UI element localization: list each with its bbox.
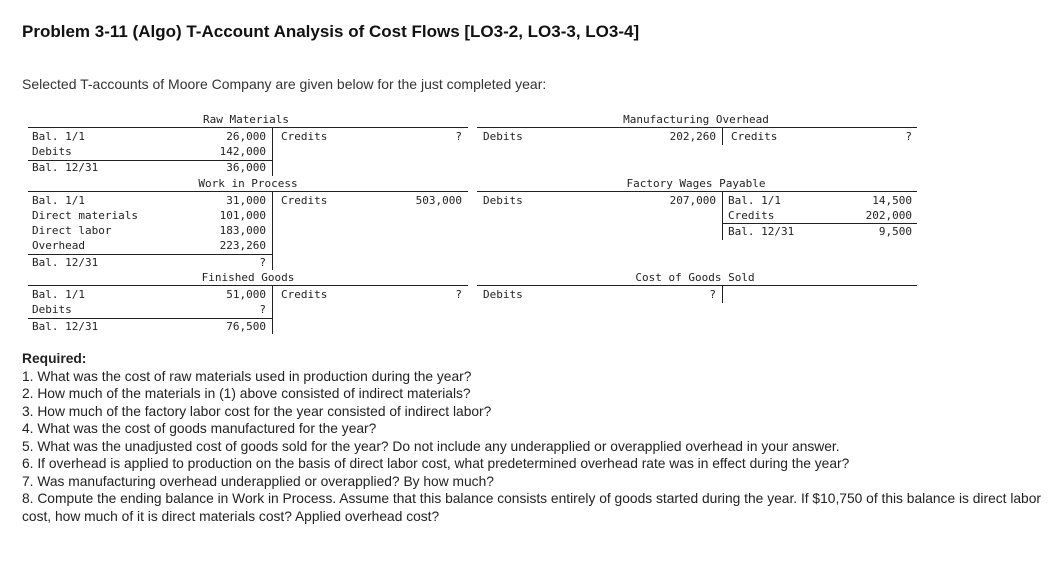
t-account-rule: [28, 127, 468, 128]
required-section: [22, 350, 1042, 525]
t-account-divider: [272, 286, 273, 334]
work-in-process-title: Work in Process: [198, 177, 298, 190]
raw-materials-title: Raw Materials: [202, 113, 290, 126]
t-account-divider: [272, 192, 273, 270]
t-account-rule: [28, 285, 468, 286]
rm-bal-12-31-value: 36,000: [226, 161, 266, 174]
fg-credits-value: ?: [455, 288, 462, 301]
question-2: 2. How much of the materials in (1) above consisted of indirect materials?: [22, 386, 471, 401]
t-account-divider: [722, 128, 723, 145]
cost-of-goods-sold-title: Cost of Goods Sold: [635, 271, 755, 284]
fg-bal-12-31-value: 76,500: [226, 320, 266, 333]
wip-bal-1-1-label: Bal. 1/1: [32, 194, 85, 207]
fwp-bal-12-31-label: Bal. 12/31: [728, 225, 795, 238]
t-account-divider: [722, 192, 723, 240]
rm-credits-value: ?: [455, 130, 462, 143]
wip-overhead-label: Overhead: [32, 239, 85, 252]
fwp-bal-1-1-label: Bal. 1/1: [728, 194, 781, 207]
question-8: 8. Compute the ending balance in Work in Process. Assume that this balance consists entirely of goods started during the year. If $10,750 of this balance is direct labor cost, how much of it is direct materials cost? Applied overhead cost?: [22, 491, 1041, 524]
wip-direct-materials-label: Direct materials: [32, 209, 138, 222]
moh-credits-label: Credits: [731, 130, 778, 143]
fwp-credits-label: Credits: [728, 209, 775, 222]
moh-debits-value: 202,260: [669, 130, 716, 143]
t-account-rule: [722, 223, 917, 224]
moh-debits-label: Debits: [483, 130, 523, 143]
problem-title: Problem 3-11 (Algo) T-Account Analysis of Cost Flows [LO3-2, LO3-3, LO3-4]: [22, 22, 640, 41]
wip-direct-labor-value: 183,000: [219, 224, 266, 237]
t-account-rule: [28, 318, 272, 319]
wip-direct-labor-label: Direct labor: [32, 224, 112, 237]
fwp-debits-label: Debits: [483, 194, 523, 207]
rm-bal-12-31-label: Bal. 12/31: [32, 161, 99, 174]
fg-bal-1-1-label: Bal. 1/1: [32, 288, 85, 301]
required-heading: Required:: [22, 351, 87, 366]
manufacturing-overhead-title: Manufacturing Overhead: [623, 113, 769, 126]
fg-bal-12-31-label: Bal. 12/31: [32, 320, 99, 333]
question-1: 1. What was the cost of raw materials used in production during the year?: [22, 368, 472, 384]
rm-debits-value: 142,000: [219, 145, 266, 158]
fwp-bal-1-1-value: 14,500: [872, 194, 912, 207]
cogs-debits-label: Debits: [483, 288, 523, 301]
wip-bal-12-31-value: ?: [259, 256, 266, 269]
t-account-rule: [28, 191, 468, 192]
wip-credits-label: Credits: [281, 194, 328, 207]
question-4: 4. What was the cost of goods manufactured for the year?: [22, 421, 377, 436]
finished-goods-title: Finished Goods: [201, 271, 295, 284]
fwp-credits-value: 202,000: [865, 209, 912, 222]
wip-direct-materials-value: 101,000: [219, 209, 266, 222]
fg-debits-value: ?: [259, 303, 266, 316]
t-account-rule: [477, 127, 917, 128]
fg-credits-label: Credits: [281, 288, 328, 301]
fg-bal-1-1-value: 51,000: [226, 288, 266, 301]
question-7: 7. Was manufacturing overhead underapplied or overapplied? By how much?: [22, 473, 494, 489]
rm-debits-label: Debits: [32, 145, 72, 158]
t-account-rule: [477, 191, 917, 192]
rm-credits-label: Credits: [281, 130, 328, 143]
wip-overhead-value: 223,260: [219, 239, 266, 252]
wip-bal-12-31-label: Bal. 12/31: [32, 256, 99, 269]
intro-text: Selected T-accounts of Moore Company are given below for the just completed year:: [22, 76, 547, 92]
moh-credits-value: ?: [905, 130, 912, 143]
rm-bal-1-1-label: Bal. 1/1: [32, 130, 85, 143]
t-account-divider: [272, 128, 273, 176]
wip-bal-1-1-value: 31,000: [226, 194, 266, 207]
wip-credits-value: 503,000: [415, 194, 462, 207]
fg-debits-label: Debits: [32, 303, 72, 316]
fwp-debits-value: 207,000: [669, 194, 716, 207]
t-account-rule: [28, 254, 272, 255]
question-6: 6. If overhead is applied to production on the basis of direct labor cost, what predetermined overhead rate was in effect during the year?: [22, 456, 850, 471]
factory-wages-payable-title: Factory Wages Payable: [626, 177, 766, 190]
rm-bal-1-1-value: 26,000: [226, 130, 266, 143]
question-3: 3. How much of the factory labor cost for the year consisted of indirect labor?: [22, 403, 492, 419]
t-account-divider: [722, 286, 723, 303]
t-account-rule: [477, 285, 917, 286]
fwp-bal-12-31-value: 9,500: [878, 225, 912, 238]
question-5: 5. What was the unadjusted cost of goods sold for the year? Do not include any underapplied or overapplied overhead in your answer.: [22, 438, 840, 454]
cogs-debits-value: ?: [709, 288, 716, 301]
